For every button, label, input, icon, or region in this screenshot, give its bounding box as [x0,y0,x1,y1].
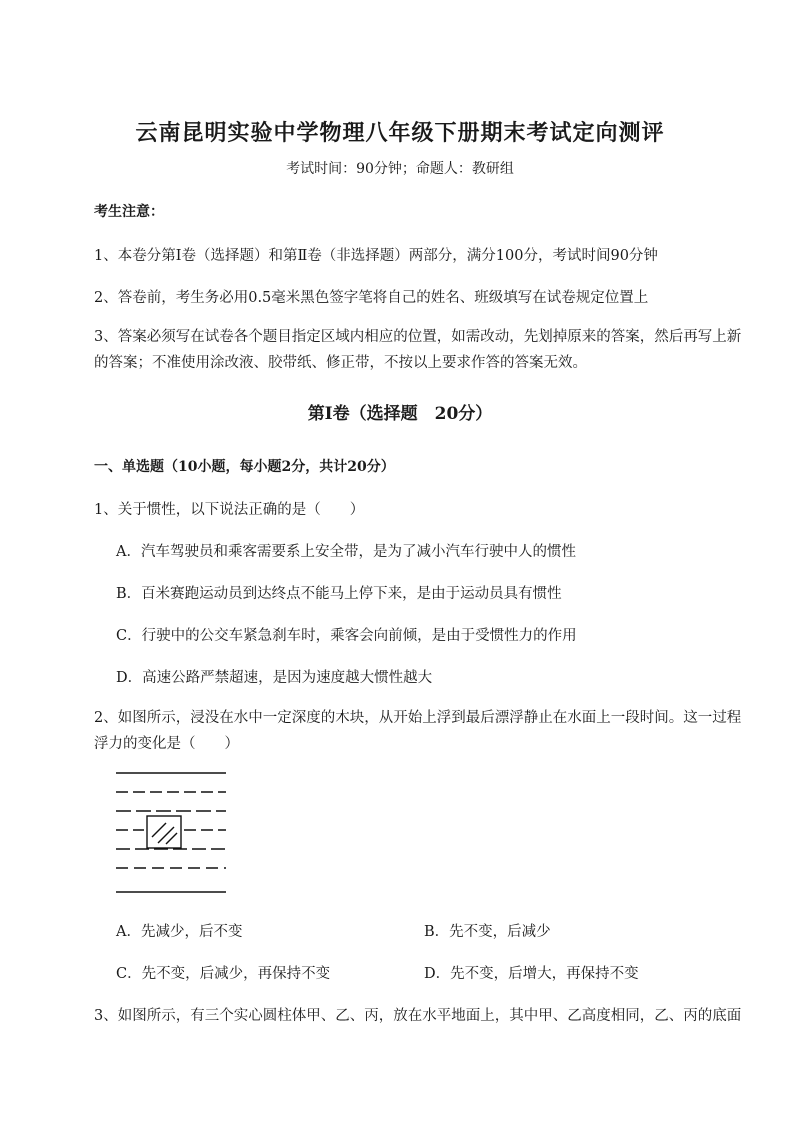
page-title: 云南昆明实验中学物理八年级下册期末考试定向测评 [135,120,665,146]
exam-info: 考试时间：90分钟；命题人：教研组 [286,161,514,177]
question-2-stem: 2、如图所示，浸没在水中一定深度的木块，从开始上浮到最后漂浮静止在水面上一段时间。这一过程浮力的变化是（ ） [94,710,742,752]
question-2-option-d: D．先不变，后增大，再保持不变 [424,966,639,982]
notice-item-2: 2、答卷前，考生务必用0.5毫米黑色签字笔将自己的姓名、班级填写在试卷规定位置上 [94,290,649,306]
question-1-option-c: C．行驶中的公交车紧急刹车时，乘客会向前倾，是由于受惯性力的作用 [116,628,577,644]
question-1-stem: 1、关于惯性，以下说法正确的是（ ） [94,502,365,518]
notice-item-3: 3、答案必须写在试卷各个题目指定区域内相应的位置，如需改动，先划掉原来的答案，然后再写上新的答案；不准使用涂改液、胶带纸、修正带，不按以上要求作答的答案无效。 [94,329,742,371]
notice-item-1: 1、本卷分第I卷（选择题）和第Ⅱ卷（非选择题）两部分，满分100分，考试时间90分钟 [94,248,658,264]
question-2-option-a: A．先减少，后不变 [116,924,243,940]
water-block-figure-icon [114,765,230,897]
question-2-option-c: C．先不变，后减少，再保持不变 [116,966,331,982]
question-1-option-b: B．百米赛跑运动员到达终点不能马上停下来，是由于运动员具有惯性 [116,586,562,602]
question-2-option-b: B．先不变，后减少 [424,924,551,940]
notice-heading: 考生注意： [94,204,164,220]
wooden-block [147,816,181,848]
question-1-option-a: A．汽车驾驶员和乘客需要系上安全带，是为了减小汽车行驶中人的惯性 [116,544,576,560]
question-1-option-d: D．高速公路严禁超速，是因为速度越大惯性越大 [116,670,433,686]
question-3-stem: 3、如图所示，有三个实心圆柱体甲、乙、丙，放在水平地面上，其中甲、乙高度相同，乙、丙的底面 [94,1008,742,1024]
section-title: 第I卷（选择题 20分） [307,404,493,424]
part-title: 一、单选题（10小题，每小题2分，共计20分） [94,459,395,475]
